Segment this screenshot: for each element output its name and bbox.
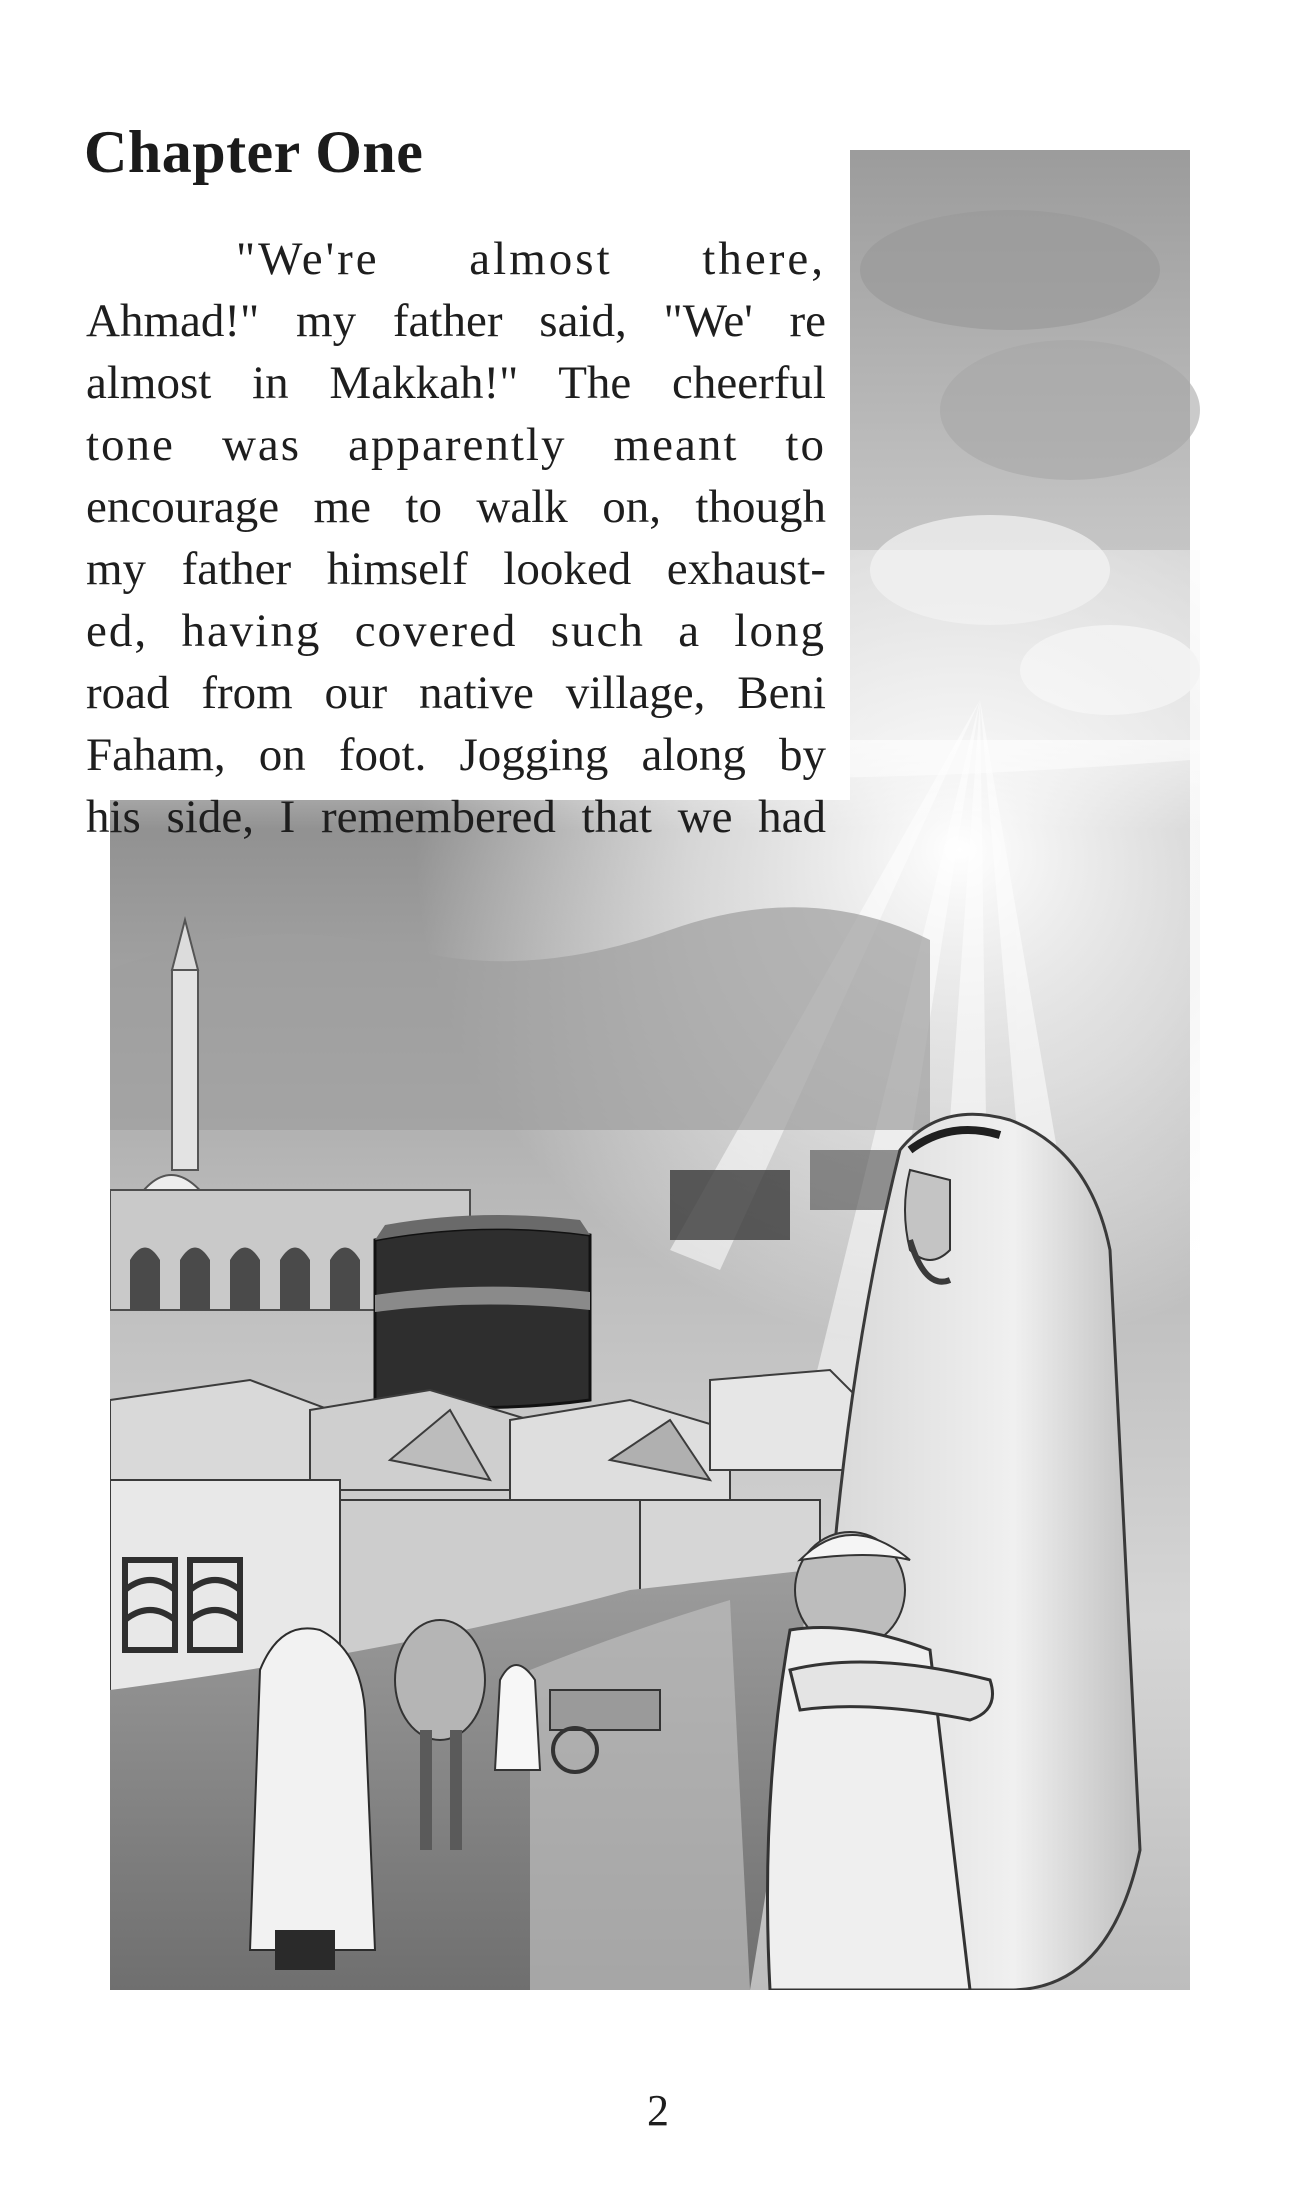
body-line: his side, I remembered that we had (86, 791, 826, 843)
body-line: "We're almost there, (236, 233, 826, 285)
body-line: my father himself looked exhaust- (86, 543, 826, 595)
body-text (86, 228, 826, 848)
body-line: tone was apparently meant to (86, 419, 826, 471)
page-number: 2 (647, 2086, 669, 2135)
body-line: ed, having covered such a long (86, 605, 826, 657)
body-line: almost in Makkah!" The cheerful (86, 357, 826, 409)
body-line: road from our native village, Beni (86, 667, 826, 719)
chapter-title: Chapter One (84, 119, 424, 185)
body-line: Ahmad!" my father said, "We' re (86, 295, 826, 347)
body-line: Faham, on foot. Jogging along by (86, 729, 826, 781)
body-line: encourage me to walk on, though (86, 481, 826, 533)
